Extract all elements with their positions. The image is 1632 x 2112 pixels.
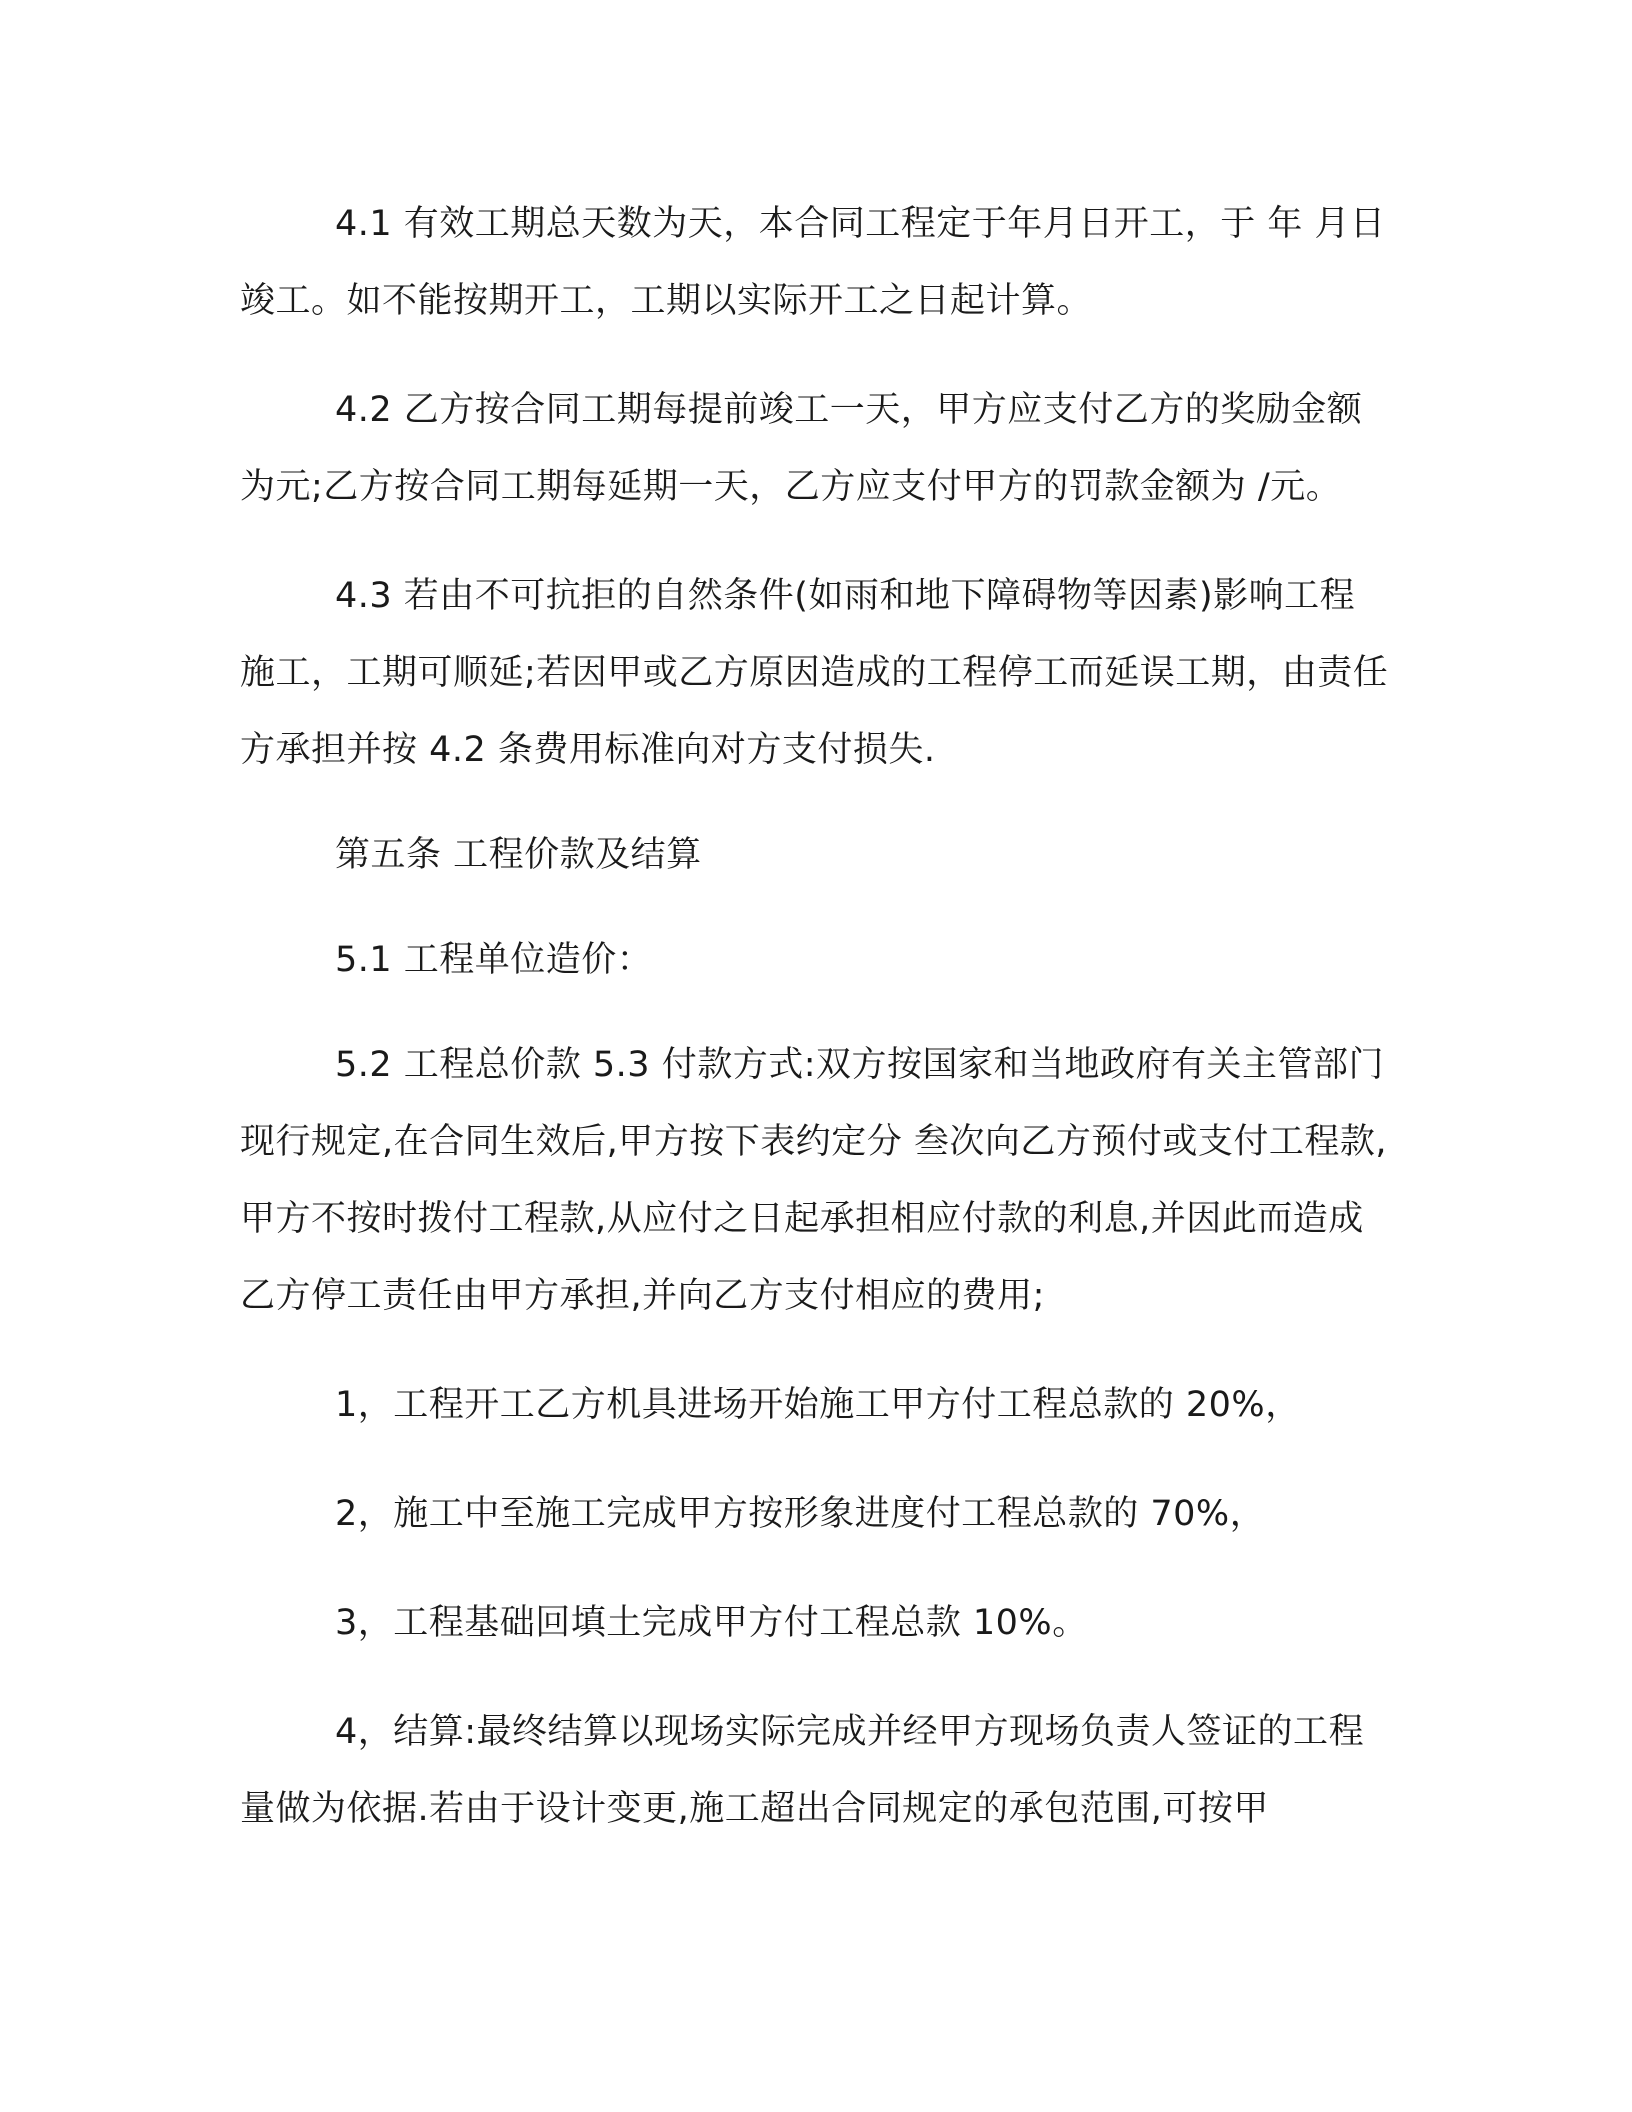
clause-4-3: 4.3 若由不可抗拒的自然条件(如雨和地下障碍物等因素)影响工程施工，工期可顺延;若因甲或乙方原因造成的工程停工而延误工期，由责任方承担并按 4.2 条费用标准向对方支付损失.: [240, 576, 1389, 770]
document-body: [240, 186, 1390, 1848]
clause-5-2: 5.2 工程总价款 5.3 付款方式:双方按国家和当地政府有关主管部门现行规定,在合同生效后,甲方按下表约定分 叁次向乙方预付或支付工程款,甲方不按时拨付工程款,从应付之日起承担相应付款的利息,并因此而造成乙方停工责任由甲方承担,并向乙方支付相应的费用;: [240, 1045, 1388, 1316]
clause-5-1: 5.1 工程单位造价：: [335, 940, 653, 980]
settlement-item-4: 4，结算:最终结算以现场实际完成并经甲方现场负责人签证的工程量做为依据.若由于设计变更,施工超出合同规定的承包范围,可按甲: [240, 1712, 1365, 1829]
clause-4-1: 4.1 有效工期总天数为天，本合同工程定于年月日开工，于 年 月日竣工。如不能按期开工，工期以实际开工之日起计算。: [240, 204, 1386, 321]
section-heading-article-5: 第五条 工程价款及结算: [335, 835, 702, 875]
clause-4-2: 4.2 乙方按合同工期每提前竣工一天，甲方应支付乙方的奖励金额为元;乙方按合同工期每延期一天，乙方应支付甲方的罚款金额为 /元。: [240, 390, 1363, 507]
payment-item-2: 2，施工中至施工完成甲方按形象进度付工程总款的 70%，: [335, 1494, 1266, 1534]
payment-item-1: 1，工程开工乙方机具进场开始施工甲方付工程总款的 20%，: [335, 1385, 1301, 1425]
payment-item-3: 3，工程基础回填土完成甲方付工程总款 10%。: [335, 1603, 1088, 1643]
